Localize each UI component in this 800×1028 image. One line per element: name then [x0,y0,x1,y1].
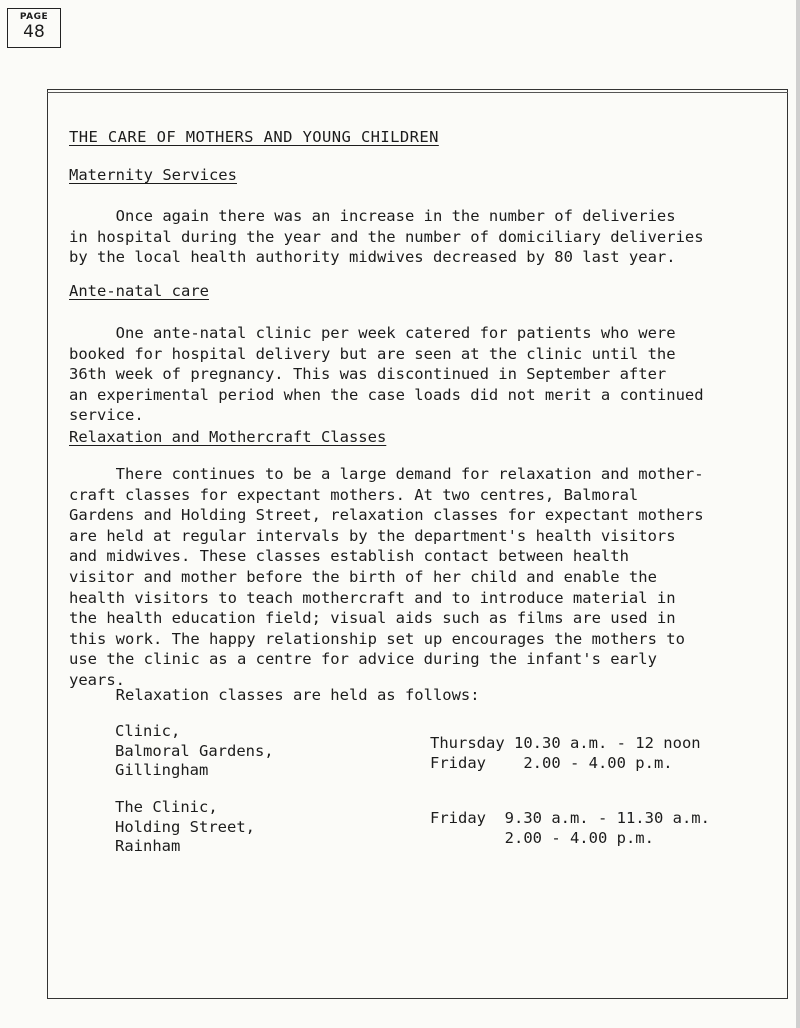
section-heading-relaxation: Relaxation and Mothercraft Classes [69,428,387,446]
section-paragraph-maternity: Once again there was an increase in the number of deliveries in hospital during the year and the number of domiciliary deliveries by the local health authority midwives decreased by 80 last year. [69,207,704,267]
section-heading-antenatal: Ante-natal care [69,282,209,300]
page-label: PAGE [19,12,49,22]
scan-edge [796,0,800,1028]
schedule-times-1: Thursday 10.30 a.m. - 12 noon Friday 2.00 - 4.00 p.m. [430,734,701,772]
section-paragraph-antenatal: One ante-natal clinic per week catered for patients who were booked for hospital delivery but are seen at the clinic until the 36th week of pregnancy. This was discontinued in September after an experimental period when the case loads did not merit a continued service. [69,324,704,425]
schedule-location-1: Clinic, Balmoral Gardens, Gillingham [115,722,274,779]
section-paragraph-relaxation: There continues to be a large demand for relaxation and mother- craft classes for expectant mothers. At two centres, Balmoral Gardens and Holding Street, relaxation classes for expectant mothers are held at regular intervals by the department's health visitors and midwives. These classes establish contact between health visitor and mother before the birth of her child and enable the health visitors to teach mothercraft and to introduce material in the health education field; visual aids such as films are used in this work. The happy relationship set up encourages the mothers to use the clinic as a centre for advice during the infant's early years. [69,465,704,689]
schedule-times-2: Friday 9.30 a.m. - 11.30 a.m. 2.00 - 4.00 p.m. [430,809,710,847]
page-number: 48 [23,22,45,42]
page-title: THE CARE OF MOTHERS AND YOUNG CHILDREN [69,128,439,146]
schedule-location-2: The Clinic, Holding Street, Rainham [115,798,255,855]
section-heading-maternity: Maternity Services [69,166,237,184]
schedule-intro: Relaxation classes are held as follows: [69,686,480,704]
page-number-box [7,8,61,48]
frame-double-rule [47,92,788,93]
